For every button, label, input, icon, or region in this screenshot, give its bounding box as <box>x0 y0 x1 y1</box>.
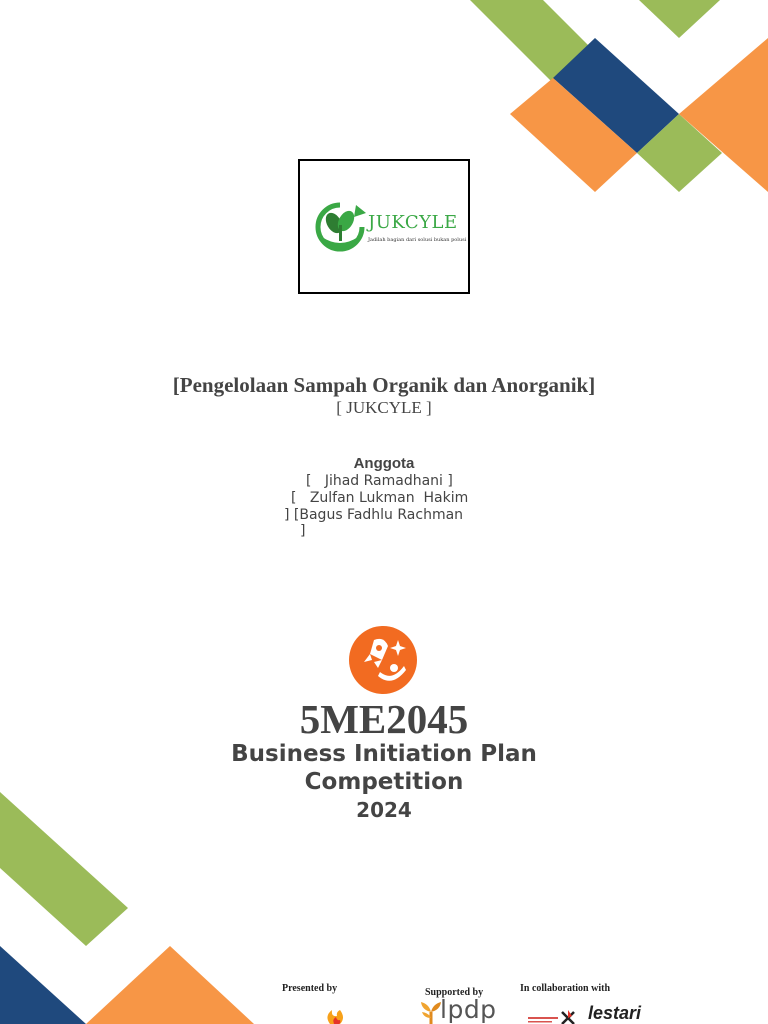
competition-name-line1: Business Initiation Plan <box>231 741 537 767</box>
collaboration-label: In collaboration with <box>520 983 611 994</box>
competition-name <box>0 740 768 796</box>
members-heading: Anggota <box>353 455 415 472</box>
competition-name-line2: Competition <box>304 769 464 795</box>
logo-wordmark: JUKCYLE <box>368 212 458 233</box>
member-line: ] <box>300 523 306 539</box>
project-logo <box>312 199 467 259</box>
member-line: [ Zulfan Lukman Hakim <box>291 490 469 506</box>
competition-year: 2024 <box>356 798 412 822</box>
presented-by-label: Presented by <box>282 983 338 994</box>
recycle-leaf-icon <box>312 199 368 255</box>
blue-triangle-bottom <box>0 946 86 1024</box>
orange-triangle-bottom <box>86 946 254 1024</box>
project-name: [ JUKCYLE ] <box>336 398 432 417</box>
member-line: [ Jihad Ramadhani ] <box>306 473 453 489</box>
member-line: ] [Bagus Fadhlu Rachman <box>284 507 464 523</box>
lpdp-logo: lpdp <box>440 995 497 1024</box>
logo-tagline: Jadilah bagian dari solusi bukan polusi <box>368 237 467 243</box>
rocket-icon <box>348 626 418 694</box>
partner-emblem-icon <box>528 1008 578 1024</box>
project-logo-frame <box>298 159 470 294</box>
green-diamond-top <box>639 0 720 38</box>
competition-code: 5ME2045 <box>299 696 469 742</box>
lestari-logo: lestari <box>588 1003 642 1023</box>
supported-by-label: Supported by <box>425 987 484 998</box>
project-title: [Pengelolaan Sampah Organik dan Anorganik] <box>172 373 596 397</box>
lpdp-emblem-icon <box>420 1000 442 1024</box>
flame-icon <box>322 1010 352 1024</box>
